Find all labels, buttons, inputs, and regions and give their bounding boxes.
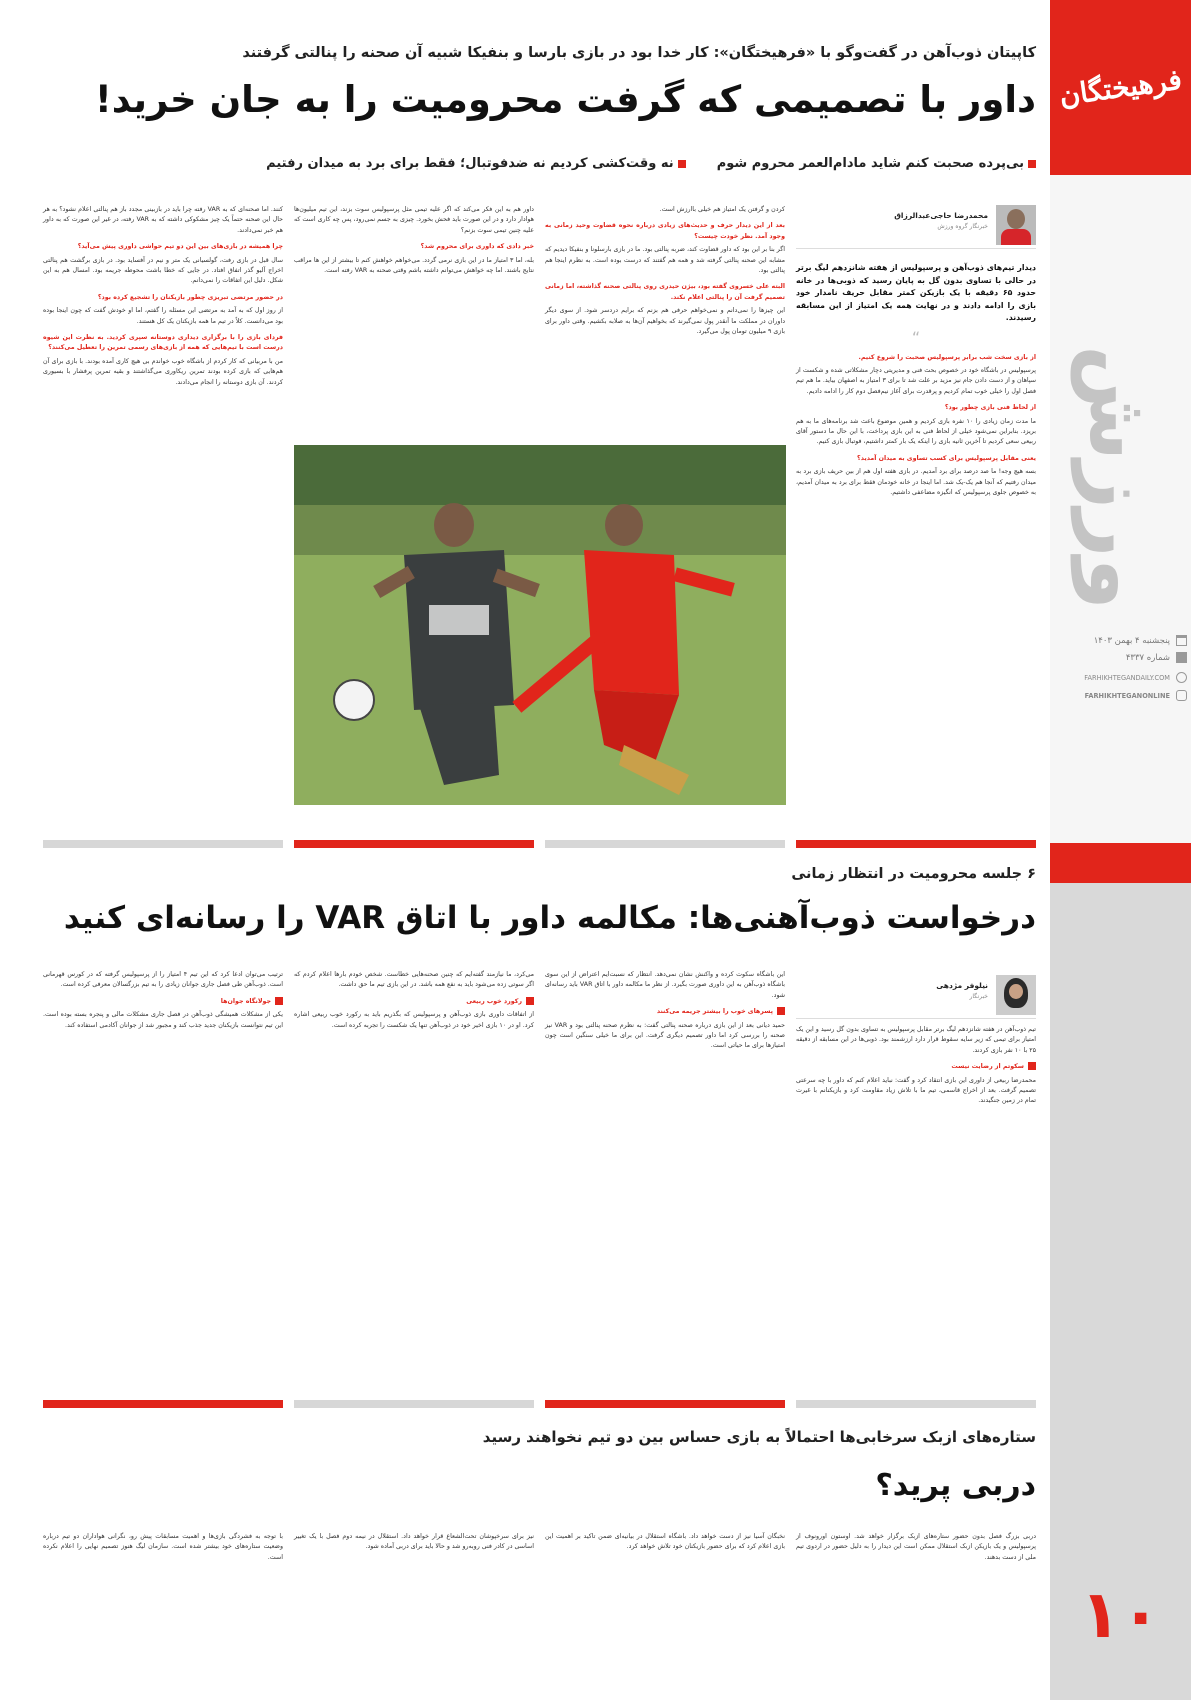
story3-p3: نیز برای سرخپوشان تحت‌الشعاع قرار خواهد داد. استقلال در نیمه دوم فصل با یک تغییر اساسی در کادر فنی روبه‌رو شد و حالا باید برای دربی آماده شود.	[294, 1533, 534, 1551]
story1-p11: از روز اول که به آمد به مرتضی این مسئله را گفتم، اما او خودش گفت که چون اینجا بوده بود می‌دانست. کلاً در تیم ما همه بازیکنان یک کل هستند.	[43, 307, 283, 325]
section-title: ورزش	[1071, 345, 1169, 610]
globe-icon	[1176, 672, 1187, 683]
story1-sub-4: بعد از این دیدار حرف و حدیث‌های زیادی درباره نحوه قضاوت وحید زمانی به وجود آمد. نظر خودت چیست؟	[545, 222, 785, 240]
story1-sub-8: در حضور مرتضی تبریزی چطور بازیکنان را تشجیع کرده بود؟	[97, 293, 283, 301]
story2-p5: از اتفاقات داوری بازی ذوب‌آهن و پرسپولیس که بگذریم باید به رکورد خوب ربیعی اشاره کرد. او در ۱۰ بازی اخیر خود در ذوب‌آهن تنها یک شکست را تجربه کرده است.	[294, 1011, 534, 1029]
story1-sub-9: فردای بازی را با برگزاری دیداری دوستانه سپری کردید. به نظرت این شیوه درست است با تیم‌هایی که همه از بازی‌های رسمی تمرین را تعطیل می‌کنند؟	[43, 334, 283, 352]
story1-col-1	[796, 262, 1036, 820]
story1-lead: دیدار تیم‌های ذوب‌آهن و پرسپولیس از هفته شانزدهم لیگ برتر در حالی با تساوی بدون گل به پایان رسید که ذوبی‌ها در خانه حدود ۶۵ دقیقه با یک بازیکن کمتر مقابل حریف نامدار خود بازی را ادامه دادند و در نهایت همه یک امتیاز از این مسابقه رسیدند.	[796, 263, 1036, 322]
story2-sub-3: رکورد خوب ربیعی	[294, 997, 534, 1007]
issue-number-icon	[1176, 652, 1187, 663]
divider-red	[545, 1400, 785, 1408]
flag-icon	[526, 997, 534, 1005]
story2-headline: درخواست ذوب‌آهنی‌ها: مکالمه داور با اتاق VAR را رسانه‌ای کنید	[63, 900, 1036, 936]
story1-author	[796, 205, 1036, 249]
story1-p12: من با مربیانی که کار کردم از باشگاه خوب خواندم بی هیچ کاری آمده بودند. با بازی برای آن هم‌هایی که بازی کرده بودند تمرین ریکاوری می‌گذاشتند و بقیه تمرین پرفشار با بسیوری کردند. آن بازی دوستانه را انجام می‌دادند.	[43, 357, 283, 386]
story2-p7: یکی از مشکلات همیشگی ذوب‌آهن در فصل جاری مشکلات مالی و پنجره بسته بوده است. این تیم نتوانست بازیکنان جدید جذب کند و مجبور شد از جوانان آکادمی استفاده کند.	[43, 1011, 283, 1029]
divider-grey	[545, 840, 785, 848]
story1-author-role: خبرنگار گروه ورزش	[937, 223, 988, 230]
story1-sub-6: خبر دادی که داوری برای محروم شد؟	[420, 243, 534, 251]
story2-col-4	[43, 970, 283, 1365]
story2-sub-4: جولانگاه جوان‌ها	[43, 997, 283, 1007]
bullet-square-icon	[1028, 160, 1036, 168]
story1-p2: ما مدت زمان زیادی را ۱۰ نفره بازی کردیم و همین موضوع باعث شد برنامه‌های ما به هم بریزد. بنابراین نمی‌شود خیلی از لحاظ فنی به این بازی پرداخت، با این حال ما دستور آقای ربیعی سعی کردیم تا آخرین ثانیه بازی را اینکه یک بار کمتر داشتیم، فوتبال بازی کنیم.	[796, 417, 1036, 446]
story1-sub-1: از بازی سخت شب برابر پرسپولیس صحبت را شروع کنیم.	[858, 353, 1036, 361]
story1-bullet-1: بی‌پرده صحبت کنم شاید مادام‌العمر محروم شوم	[716, 156, 1024, 171]
flag-icon	[275, 997, 283, 1005]
story3-p2: نخبگان آسیا نیز از دست خواهد داد. باشگاه استقلال در بیانیه‌ای ضمن تاکید بر اهمیت این بازی اعلام کرد که برای حضور بازیکنان خود تلاش خواهد کرد.	[545, 1533, 785, 1551]
story1-bullets	[156, 156, 1036, 171]
story3-col-4	[43, 1532, 283, 1682]
story1-author-name: محمدرضا حاجی‌عبدالرزاق	[894, 211, 988, 220]
story2-p3: این باشگاه سکوت کرده و واکنش نشان نمی‌دهد. انتظار که نسبت‌ایم اعتراض از این سوی باشگاه ذوب‌آهن به این داوری صورت بگیرد. از نظر ما مکالمه داور با اتاق VAR باید رسانه‌ای شود.	[545, 971, 786, 999]
match-photo	[294, 445, 786, 805]
divider-red	[796, 840, 1036, 848]
author-photo	[996, 975, 1036, 1015]
story3-headline: دربی پرید؟	[875, 1468, 1036, 1503]
story3-kicker: ستاره‌های ازبک سرخابی‌ها احتمالاً به بازی حساس بین دو تیم نخواهند رسید	[482, 1428, 1036, 1446]
bullet-square-icon	[678, 160, 686, 168]
story3-col-2	[545, 1532, 785, 1682]
divider-red	[294, 840, 534, 848]
story1-p7: داور هم به این فکر می‌کند که اگر علیه تیمی مثل پرسپولیس سوت بزند، این تیم میلیون‌ها هوادار دارد و در این صورت باید فحش بخورد. چیزی به جسم نمی‌رود، پس چه کاری است که علیه چنین تیمی سوت بزنم؟	[294, 206, 534, 234]
story1-kicker: کاپیتان ذوب‌آهن در گفت‌وگو با «فرهیختگان»: کار خدا بود در بازی بارسا و بنفیکا شبیه آن صحنه را پنالتی گرفتند	[242, 45, 1036, 61]
story1-sub-5: البته علی خسروی گفته بود، بیژن حیدری روی پنالتی صحنه گذاشته، اما زمانی تصمیم گرفت آن را پنالتی اعلام نکند.	[545, 283, 785, 301]
story2-p4: می‌کرد، ما نیازمند گفته‌ایم که چنین صحنه‌هایی خطاست. شخص خودم بارها اعلام کردم که اگر سوتی زده می‌شود باید به نفع همه باشد. در این بازی تیم ما حق داشت.	[294, 971, 534, 989]
story2-author-name: نیلوفر مژدهی	[936, 981, 988, 990]
website-link[interactable]: FARHIKHTEGANDAILY.COM	[1084, 673, 1170, 682]
story2-sub-1: سکوتم از رضایت نیست	[796, 1062, 1036, 1072]
story1-p8: بله، اما ۳ امتیاز ما در این بازی نرمی گردد. می‌خواهم خواهش کنم تا بیشتر از این ها مراقب نتایج باشند. اما چه خواهش می‌توانم داشته باشم وقتی صحنه به VAR رفته است.	[294, 256, 535, 275]
flag-icon	[1028, 1062, 1036, 1070]
logo-block	[1050, 0, 1191, 175]
divider-grey	[43, 840, 283, 848]
divider-grey	[294, 1400, 534, 1408]
story1-p4: کردن و گرفتن یک امتیاز هم خیلی باارزش است.	[659, 206, 785, 213]
social-icon	[1176, 690, 1187, 701]
story1-p3: بسه هیچ وجه! ما صد درصد برای برد آمدیم. در بازی هفته اول هم از بین حریف بازی برد به میدان رفتیم که آنجا هم یک-یک شد. اما اینجا در خانه خودمان فقط برای برد به میدان آمدیم، به خصوص جلوی پرسپولیس که انگیزه مضاعفی داشتیم.	[796, 468, 1036, 496]
story1-col-4	[43, 205, 283, 805]
story3-col-3	[294, 1532, 534, 1682]
story2-col-3	[294, 970, 534, 1365]
page-number: ۱۰	[1080, 1576, 1161, 1653]
divider-grey	[796, 1400, 1036, 1408]
story1-p1: پرسپولیس در باشگاه خود در خصوص بحث فنی و مدیریتی دچار مشکلاتی شده و شکست از سپاهان و از دست دادن جام نیز مزید بر علت شد تا برای ۳ امتیاز به اصفهان بیاید. ما هم تیم فصل اول را خیلی خوب تمام کردیم و پرقدرت برای آغاز نیم‌فصل دوم کار را ادامه دادیم.	[796, 366, 1036, 395]
issue-info	[1052, 635, 1187, 701]
story2-col-1	[796, 1025, 1036, 1365]
story2-col-2	[545, 970, 785, 1365]
story2-p1: محمدرضا ربیعی از داوری این بازی انتقاد کرد و گفت: نباید اعلام کنم که داور با چه سرعتی تصمیم گرفت. بعد از اخراج قاسمی، تیم ما با تلاش زیاد مقاومت کرد و بازیکنانم با غیرت تمام در زمین جنگیدند.	[796, 1076, 1036, 1105]
story3-p4: با توجه به فشردگی بازی‌ها و اهمیت مسابقات پیش رو، نگرانی هواداران دو تیم درباره وضعیت ستاره‌های خود بیشتر شده است. سازمان لیگ هنوز تصمیم نهایی را اعلام نکرده است.	[43, 1533, 283, 1561]
story1-sub-2: از لحاظ فنی بازی چطور بود؟	[944, 404, 1036, 412]
story3-col-1	[796, 1532, 1036, 1682]
story2-sub-2: پسرهای خوب را بیشتر جریمه می‌کنند	[545, 1007, 785, 1017]
story1-p10: سال قبل در بازی رفت، گولسیانی یک متر و نیم در آفساید بود. در بازی برگشت هم پنالتی اخراج آلیو گذر اتفاق افتاد. در جایی که خطا باشت محوطه جریمه بود. امسال هم به این شکل. دلیل این اتفاقات را نمی‌دانم.	[43, 256, 283, 285]
social-handle[interactable]: FARHIKHTEGANONLINE	[1084, 691, 1170, 700]
story1-bullet-2: نه وقت‌کشی کردیم نه ضدفوتبال؛ فقط برای برد به میدان رفتیم	[266, 156, 674, 171]
story3-p1: دربی بزرگ فصل بدون حضور ستاره‌های ازبک برگزار خواهد شد. اوستون اورونوف از پرسپولیس و یک بازیکن ازبک استقلال ممکن است این دیدار را به دلیل حضور در اردوی تیم ملی از دست بدهند.	[796, 1533, 1036, 1561]
story1-p6: این چیزها را نمی‌دانم و نمی‌خواهم حرفی هم بزنم که برایم دردسر شود. از سوی دیگر داوران در مملکت ما آنقدر پول نمی‌گیرند که بخواهیم آن‌ها به صلابه بکشیم. وقتی داور برای بازی ۹ میلیون تومان پول می‌گیرد.	[545, 307, 785, 336]
story1-p5: اگر بنا بر این بود که داور قضاوت کند، ضربه پنالتی بود. ما در بازی بارسلونا و بنفیکا دیدیم که مشابه این صحنه پنالتی گرفته شد و همه هم گفتند که درست بوده است. به نظرم اینجا هم پنالتی بود.	[545, 246, 785, 275]
story2-p6: ترتیب می‌توان ادعا کرد که این تیم ۴ امتیاز را از پرسپولیس گرفته که در کورس قهرمانی است. ذوب‌آهن طی فصل جاری جوانان زیادی را به تیم بزرگسالان معرفی کرده است.	[43, 971, 283, 989]
story1-sub-7: چرا همیشه در بازی‌های بین این دو تیم حواشی داوری پیش می‌آید؟	[77, 243, 283, 251]
story1-headline: داور با تصمیمی که گرفت محرومیت را به جان خرید!	[94, 78, 1036, 121]
logo-text: فرهیختگان	[1057, 62, 1184, 113]
issue-number: شماره ۴۳۳۷	[1125, 652, 1170, 663]
ball-icon	[334, 680, 374, 720]
football-players-image	[294, 445, 786, 805]
calendar-icon	[1176, 635, 1187, 646]
story2-kicker: ۶ جلسه محرومیت در انتظار زمانی	[791, 866, 1036, 882]
story2-lead: تیم ذوب‌آهن در هفته شانزدهم لیگ برتر مقابل پرسپولیس به تساوی بدون گل رسید و این یک امتیاز برای تیمی که زیر سایه سقوط قرار دارد ارزشمند بود. ذوبی‌ها در این مسابقه از دقیقه ۲۵ با ۱۰ نفر بازی کردند.	[796, 1026, 1036, 1054]
story1-p9: کنند. اما صحنه‌ای که به VAR رفته چرا باید در بازبینی مجدد باز هم پنالتی اعلام نشود؟ به هر حال این صحنه حتماً یک چیز مشکوکی داشته که به VAR رفته، در غیر این صورت که به داور هم خبر نمی‌دادند.	[43, 206, 283, 234]
flag-icon	[777, 1007, 785, 1015]
author-photo	[996, 205, 1036, 245]
story2-author	[796, 975, 1036, 1019]
quote-mark-icon: “	[911, 327, 921, 347]
divider-red	[43, 1400, 283, 1408]
issue-date: پنجشنبه ۴ بهمن ۱۴۰۳	[1093, 635, 1170, 646]
story1-sub-3: یعنی مقابل پرسپولیس برای کسب تساوی به میدان آمدید؟	[857, 454, 1036, 462]
story2-author-role: خبرنگار	[969, 993, 988, 1000]
page-number-red	[1050, 843, 1191, 883]
story2-p2: حمید دیانی بعد از این بازی درباره صحنه پنالتی گفت: به نظرم صحنه پنالتی بود و VAR نیز صحنه را بررسی کرد اما داور تصمیم دیگری گرفت. این برای ما خیلی سنگین است چون امتیازها برای ما حیاتی است.	[545, 1021, 786, 1050]
